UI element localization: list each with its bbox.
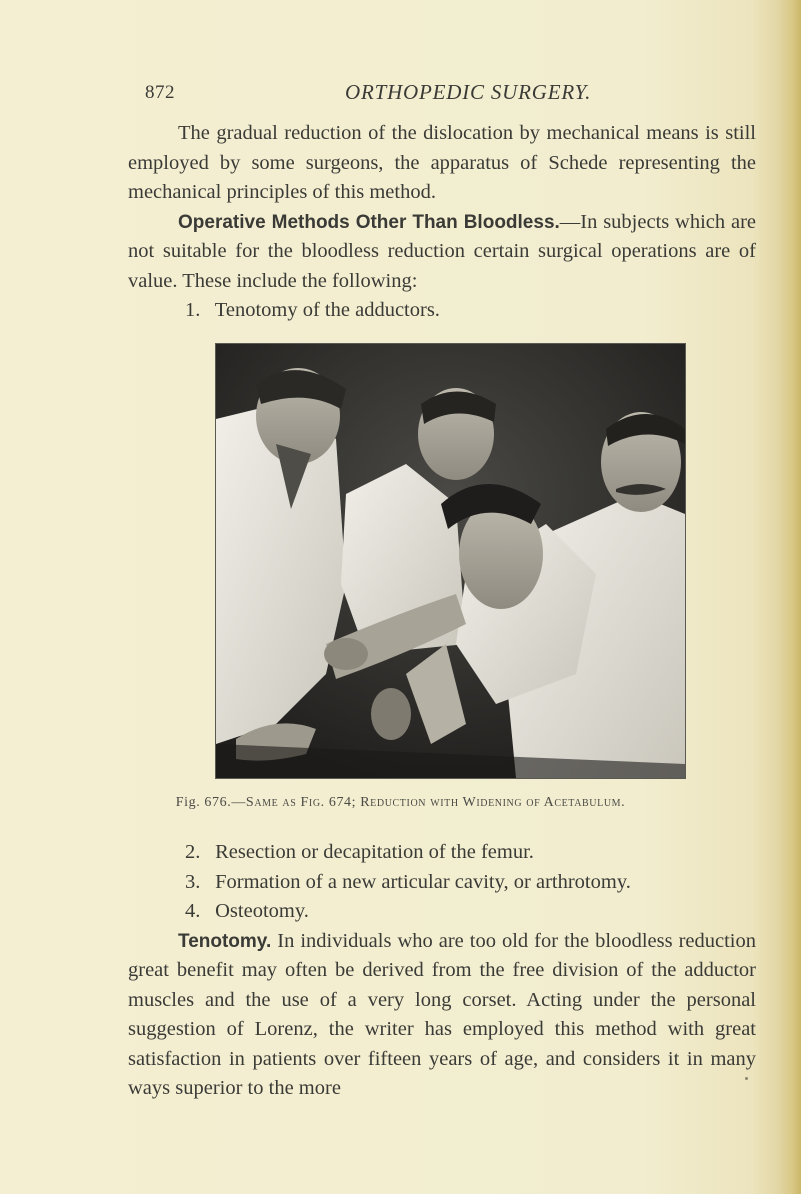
list-number: 3. (185, 870, 201, 893)
body-text-bottom (128, 838, 756, 1104)
list-item (128, 897, 756, 927)
list-text: Tenotomy of the adductors. (214, 299, 440, 321)
body-text-top (128, 119, 756, 326)
page-edge-shadow (779, 0, 801, 1194)
paragraph-tenotomy (128, 927, 756, 1104)
paragraph-tenotomy-text: In individuals who are too old for the bloodless reduction great benefit may often be derived from the free division of the adductor muscles and the use of a very long corset. Acting under the personal suggestion of Lorenz, the writer has employed this method with great satisfaction in patients over fifteen years of age, and considers it in many ways superior to the more (128, 929, 756, 1099)
figure-photograph (215, 343, 686, 779)
running-title: ORTHOPEDIC SURGERY. (345, 80, 592, 104)
paper-speck (745, 1077, 748, 1080)
list-number: 1. (185, 299, 201, 321)
list-text: Resection or decapitation of the femur. (215, 841, 534, 863)
caption-text: —Same as Fig. 674; Reduction with Widening of Acetabulum. (231, 795, 626, 810)
surgery-photo-illustration (216, 344, 685, 778)
section-heading-operative-methods: Operative Methods Other Than Bloodless. (178, 211, 560, 233)
list-item (128, 296, 756, 326)
paragraph-operative-methods (128, 208, 756, 297)
section-heading-tenotomy: Tenotomy. (178, 930, 272, 952)
paragraph-operative-methods-text: —In subjects which are not suitable for the bloodless reduction certain surgical operations are of value. These include the following: (128, 210, 756, 292)
paragraph-schede: The gradual reduction of the dislocation by mechanical means is still employed by some surgeons, the apparatus of Schede representing the mechanical principles of this method. (128, 122, 756, 203)
list-text: Formation of a new articular cavity, or arthrotomy. (215, 870, 631, 893)
list-item (128, 868, 756, 898)
figure-caption (0, 795, 801, 811)
list-number: 4. (185, 900, 201, 922)
list-text: Osteotomy. (215, 900, 309, 922)
list-item (128, 838, 756, 868)
page-number: 872 (145, 82, 175, 103)
caption-label: Fig. 676. (175, 795, 232, 810)
list-number: 2. (185, 841, 201, 863)
